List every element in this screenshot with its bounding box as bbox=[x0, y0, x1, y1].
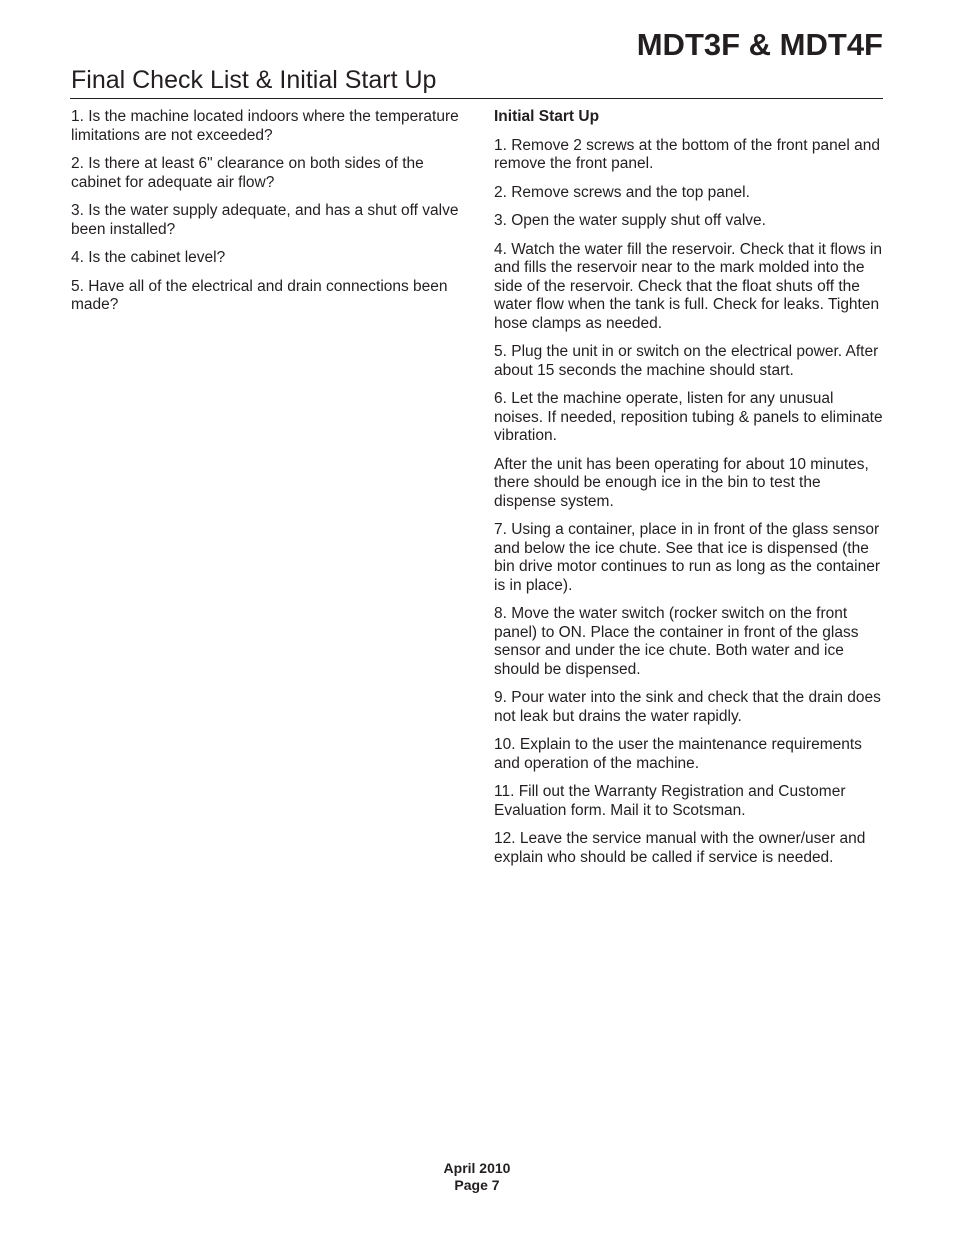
footer-page-number: Page 7 bbox=[454, 1177, 500, 1193]
checklist-item-1: 1. Is the machine located indoors where the temperature limitations are not exceeded? bbox=[71, 108, 459, 144]
start-up-step-8: 8. Move the water switch (rocker switch on the front panel) to ON. Place the container in front of the glass sensor and under the ice chute. Both water and ice should be dispensed. bbox=[494, 605, 859, 678]
footer-date: April 2010 bbox=[443, 1160, 511, 1176]
start-up-step-6: 6. Let the machine operate, listen for any unusual noises. If needed, reposition tubing & panels to eliminate vibration. bbox=[494, 390, 883, 444]
start-up-heading: Initial Start Up bbox=[494, 108, 600, 125]
start-up-step-7: 7. Using a container, place in in front of the glass sensor and below the ice chute. See that ice is dispensed (the bin drive motor continues to run as long as the container is in place). bbox=[494, 521, 881, 594]
section-title: Final Check List & Initial Start Up bbox=[71, 66, 437, 94]
start-up-step-5: 5. Plug the unit in or switch on the electrical power. After about 15 seconds the machine should start. bbox=[494, 343, 879, 379]
start-up-step-3: 3. Open the water supply shut off valve. bbox=[494, 212, 766, 229]
start-up-step-2: 2. Remove screws and the top panel. bbox=[494, 183, 750, 201]
start-up-step-12: 12. Leave the service manual with the owner/user and explain who should be called if service is needed. bbox=[494, 830, 866, 866]
page-footer bbox=[0, 1160, 954, 1194]
final-checklist bbox=[71, 108, 471, 325]
start-up-step-1: 1. Remove 2 screws at the bottom of the front panel and remove the front panel. bbox=[494, 136, 880, 172]
initial-start-up bbox=[494, 108, 886, 877]
start-up-step-4: 4. Watch the water fill the reservoir. Check that it flows in and fills the reservoir near to the mark molded into the side of the reservoir. Check that the float shuts off the water flow when the tank is full. Check for leaks. Tighten hose clamps as needed. bbox=[494, 240, 882, 332]
start-up-step-11: 11. Fill out the Warranty Registration and Customer Evaluation form. Mail it to Scotsman. bbox=[494, 783, 846, 819]
header-rule bbox=[70, 98, 883, 99]
checklist-item-2: 2. Is there at least 6" clearance on both sides of the cabinet for adequate air flow? bbox=[71, 155, 424, 191]
start-up-step-9: 9. Pour water into the sink and check that the drain does not leak but drains the water rapidly. bbox=[494, 689, 881, 725]
checklist-item-3: 3. Is the water supply adequate, and has a shut off valve been installed? bbox=[71, 202, 459, 238]
checklist-item-4: 4. Is the cabinet level? bbox=[71, 249, 226, 266]
checklist-item-5: 5. Have all of the electrical and drain connections been made? bbox=[71, 277, 448, 313]
model-title: MDT3F & MDT4F bbox=[636, 27, 883, 62]
start-up-note: After the unit has been operating for about 10 minutes, there should be enough ice in the bin to test the dispense system. bbox=[494, 455, 869, 510]
start-up-step-10: 10. Explain to the user the maintenance requirements and operation of the machine. bbox=[494, 736, 862, 772]
